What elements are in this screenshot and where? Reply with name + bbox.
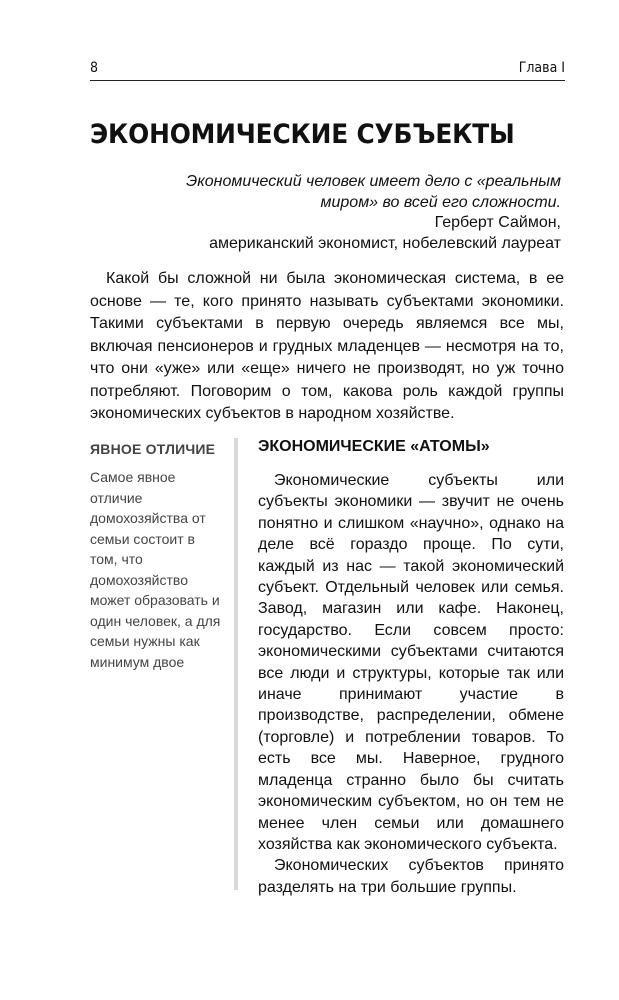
epigraph-author-description: американский экономист, нобелевский лауреат (209, 234, 561, 252)
column-divider (234, 438, 238, 890)
section-paragraph-2: Экономических субъектов принято разделять на три большие группы. (258, 857, 564, 896)
epigraph (186, 172, 561, 254)
main-section (258, 438, 564, 898)
sidebar-text: Самое явное отличие домохозяйства от семьи состоит в том, что домохозяйство может образовать и один человек, а для семьи нужны как минимум двое (90, 469, 221, 670)
section-paragraph-1: Экономические субъекты или субъекты экономики — звучит не очень понятно и слишком «научно», однако на деле всё гораздо проще. По сути, каждый из нас — такой экономический субъект. Отдельный человек или семья. Завод, магазин или кафе. Наконец, государство. Если совсем просто: экономическими субъектами считаются все люди и структуры, которые так или иначе принимают участие в производстве, распределении, обмене (торговле) и потреблении товаров. То есть все мы. Наверное, грудного младенца странно было бы считать экономическим субъектом, но он тем не менее член семьи или домашнего хозяйства как экономического субъекта. (258, 472, 564, 853)
sidebar-note (90, 441, 222, 672)
chapter-title: ЭКОНОМИЧЕСКИЕ СУБЪЕКТЫ (90, 119, 515, 150)
sidebar-heading: ЯВНОЕ ОТЛИЧИЕ (90, 441, 216, 457)
header-rule (90, 80, 565, 81)
section-heading: ЭКОНОМИЧЕСКИЕ «АТОМЫ» (258, 438, 490, 455)
running-header (90, 60, 565, 78)
epigraph-quote-line-2: миром» во всей его сложности. (320, 193, 561, 211)
page-number: 8 (90, 60, 99, 76)
epigraph-quote-line-1: Экономический человек имеет дело с «реальным (186, 173, 561, 190)
chapter-label: Глава I (518, 60, 565, 76)
epigraph-author: Герберт Саймон, (434, 214, 561, 231)
intro-paragraph: Какой бы сложной ни была экономическая система, в ее основе — те, кого принято называть субъектами экономики. Такими субъектами в первую очередь являемся все мы, включая пенсионеров и грудных младенцев — несмотря на то, что они «уже» или «еще» ничего не производят, но уж точно потребляют. Поговорим о том, какова роль каждой группы экономических субъектов в народном хозяйстве. (90, 270, 564, 422)
